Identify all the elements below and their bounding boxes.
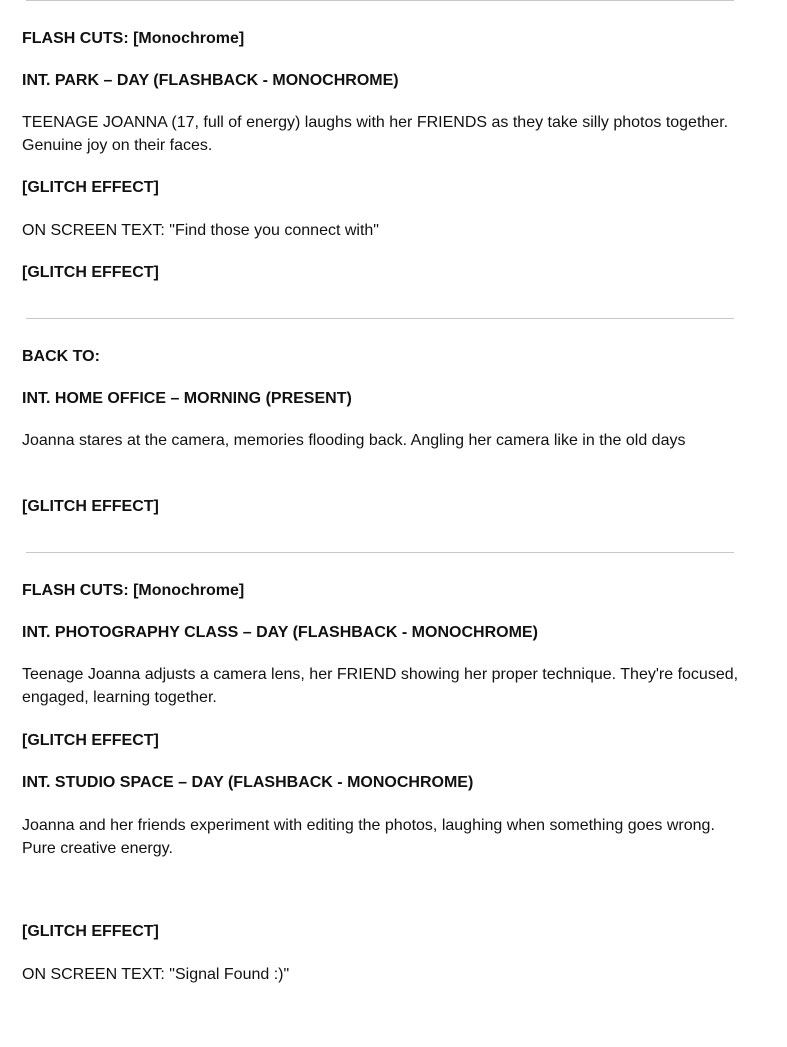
scene-heading-home-office: INT. HOME OFFICE – MORNING (PRESENT) bbox=[22, 390, 352, 407]
action-park: TEENAGE JOANNA (17, full of energy) laughs with her FRIENDS as they take silly photos together. Genuine joy on their faces. bbox=[22, 114, 729, 154]
on-screen-text-2: ON SCREEN TEXT: "Signal Found :)" bbox=[22, 966, 290, 983]
transition-flash-cuts-2: FLASH CUTS: [Monochrome] bbox=[22, 582, 245, 599]
glitch-effect-3: [GLITCH EFFECT] bbox=[22, 498, 159, 515]
action-home-office: Joanna stares at the camera, memories flooding back. Angling her camera like in the old days bbox=[22, 432, 686, 449]
glitch-effect-1: [GLITCH EFFECT] bbox=[22, 179, 159, 196]
action-photography-class: Teenage Joanna adjusts a camera lens, her FRIEND showing her proper technique. They're focused, engaged, learning together. bbox=[22, 666, 739, 706]
scene-heading-studio-space: INT. STUDIO SPACE – DAY (FLASHBACK - MONOCHROME) bbox=[22, 774, 474, 791]
divider-2 bbox=[26, 552, 734, 553]
on-screen-text-1: ON SCREEN TEXT: "Find those you connect with" bbox=[22, 222, 379, 239]
glitch-effect-2: [GLITCH EFFECT] bbox=[22, 264, 159, 281]
action-studio-space: Joanna and her friends experiment with editing the photos, laughing when something goes wrong. Pure creative energy. bbox=[22, 817, 715, 857]
divider-1 bbox=[26, 318, 734, 319]
glitch-effect-5: [GLITCH EFFECT] bbox=[22, 923, 159, 940]
glitch-effect-4: [GLITCH EFFECT] bbox=[22, 732, 159, 749]
scene-heading-photography-class: INT. PHOTOGRAPHY CLASS – DAY (FLASHBACK - MONOCHROME) bbox=[22, 624, 538, 641]
divider-top bbox=[26, 0, 734, 1]
scene-heading-park: INT. PARK – DAY (FLASHBACK - MONOCHROME) bbox=[22, 72, 399, 89]
transition-back-to: BACK TO: bbox=[22, 348, 100, 365]
transition-flash-cuts-1: FLASH CUTS: [Monochrome] bbox=[22, 30, 245, 47]
